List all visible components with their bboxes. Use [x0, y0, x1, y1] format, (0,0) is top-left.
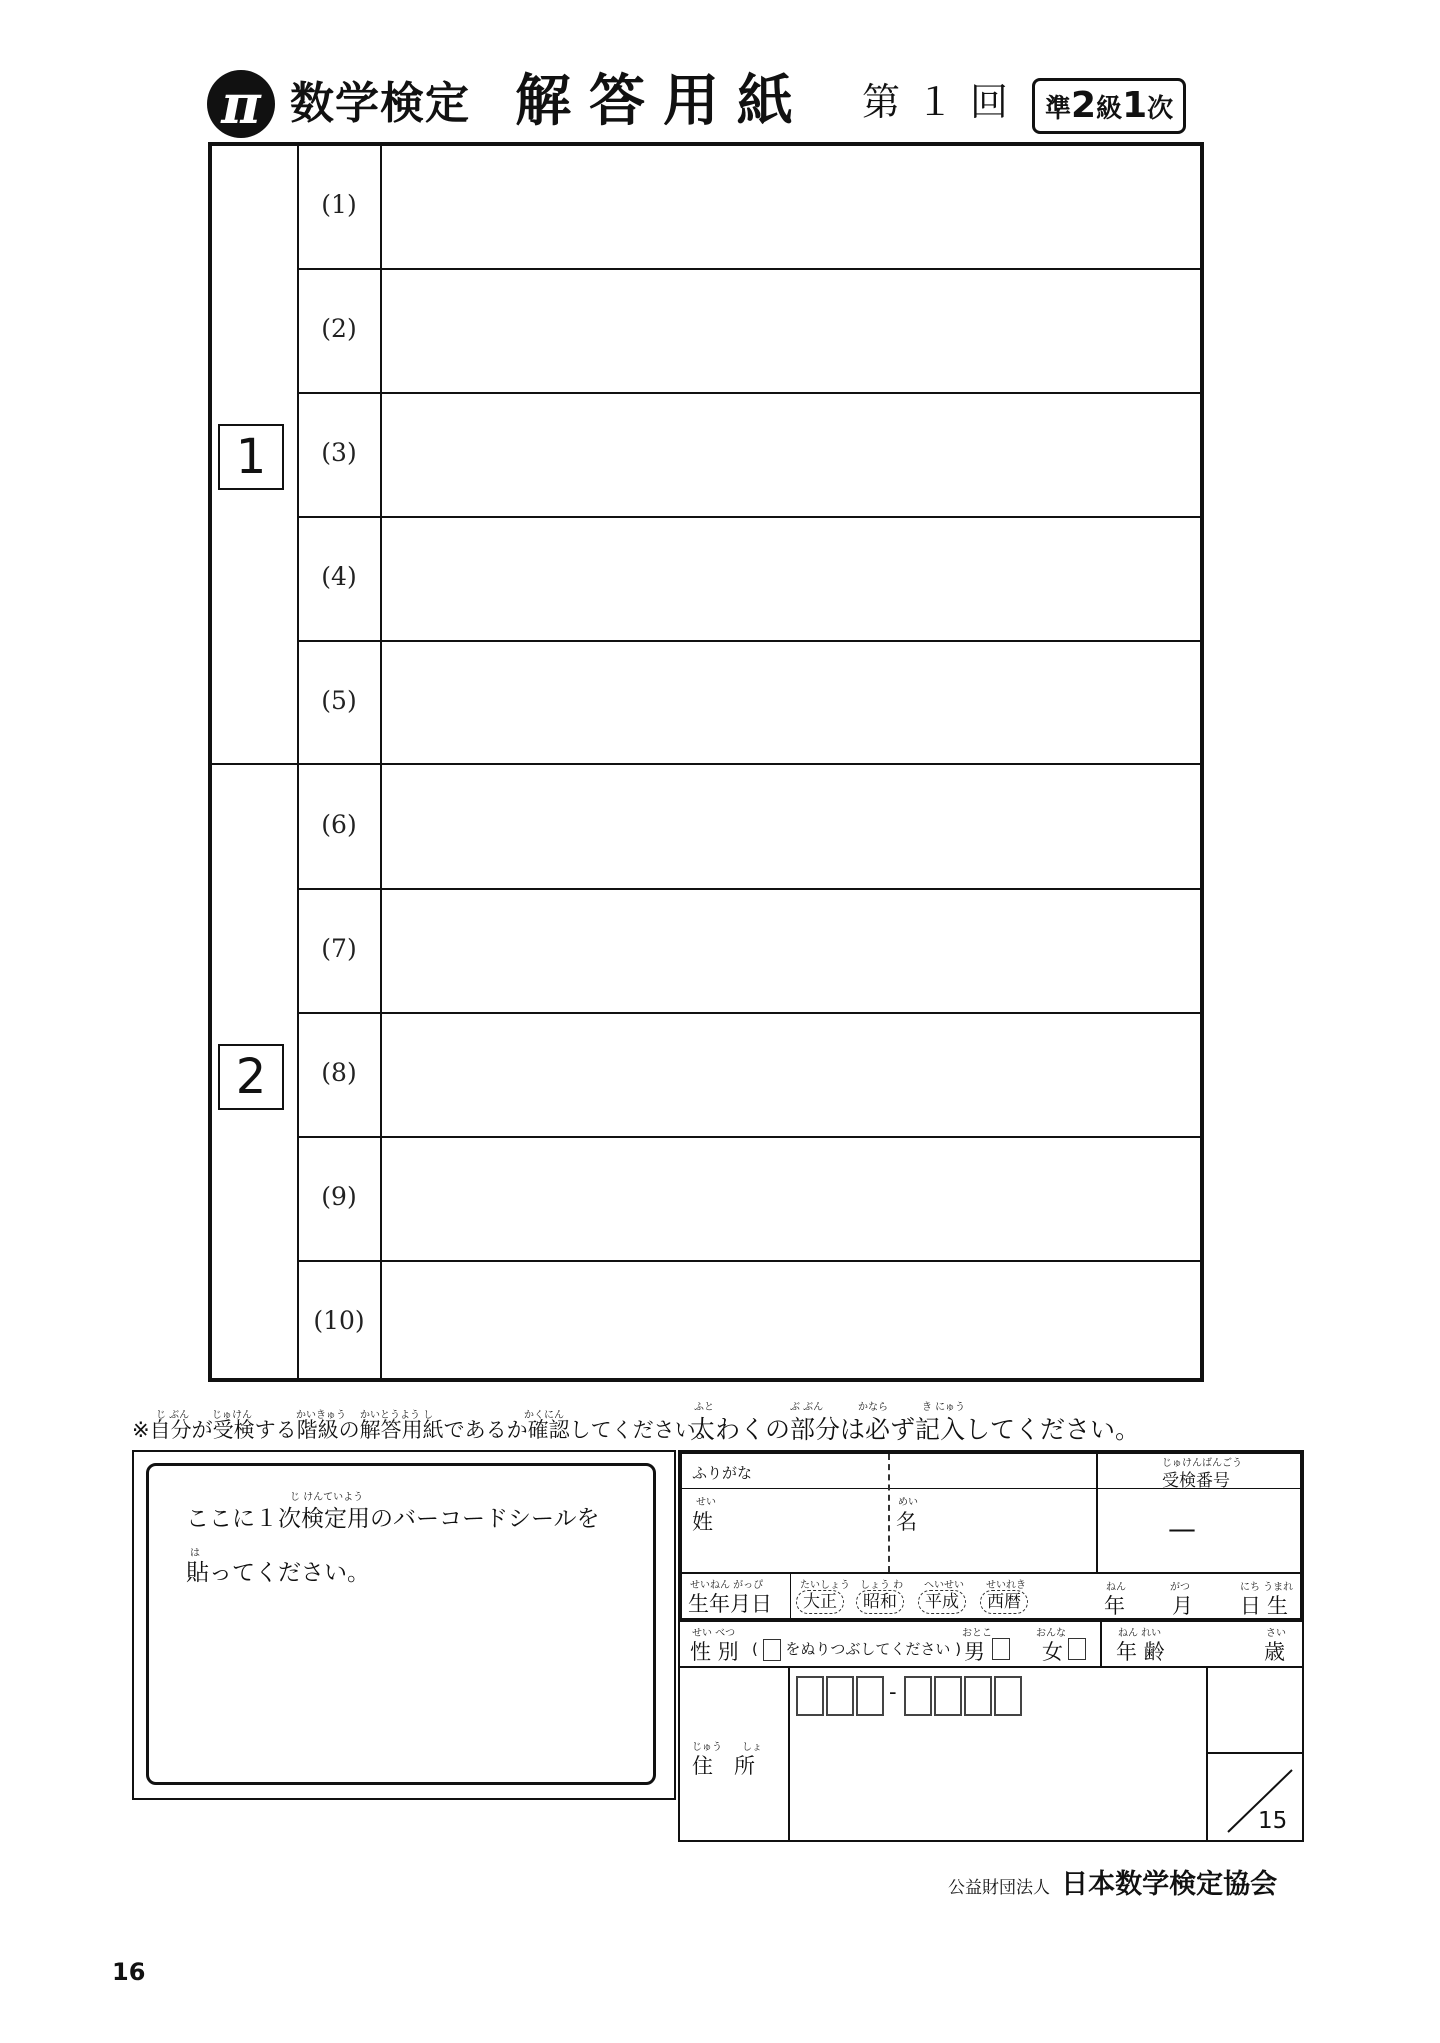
notice-ruby: ぶ ぶん	[790, 1402, 824, 1413]
exam-no-dash: —	[1168, 1512, 1196, 1545]
name-divider	[888, 1454, 890, 1572]
birth-year-field[interactable]	[1050, 1588, 1104, 1616]
givenname-ruby: めい	[898, 1497, 918, 1508]
notice-ruby: ふと	[694, 1402, 714, 1413]
era-heisei-option[interactable]: 平成	[918, 1590, 966, 1614]
answer-field-2[interactable]	[383, 270, 1200, 390]
page-title: 解答用紙	[515, 69, 811, 134]
question-number: (1)	[321, 190, 357, 219]
month-ruby: がつ	[1170, 1582, 1190, 1593]
brand-name: 数学検定	[290, 78, 470, 129]
answer-field-7[interactable]	[383, 890, 1200, 1010]
score-slash-icon	[1208, 1754, 1302, 1840]
male-checkbox[interactable]	[992, 1638, 1010, 1660]
male-label: 男	[964, 1640, 985, 1664]
organization-prefix: 公益財団法人	[948, 1878, 1050, 1898]
answer-field-1[interactable]	[383, 146, 1200, 266]
answer-field-4[interactable]	[383, 518, 1200, 638]
birth-day-field[interactable]	[1200, 1588, 1236, 1616]
era-ruby: たいしょう	[800, 1580, 850, 1591]
section-divider	[210, 763, 1202, 765]
answer-field-6[interactable]	[383, 766, 1200, 886]
notice-ruby: かいきゅう	[296, 1410, 346, 1421]
zip-digit-box[interactable]	[826, 1676, 854, 1716]
age-field[interactable]	[1176, 1630, 1256, 1662]
question-number: (2)	[321, 314, 357, 343]
female-label: 女	[1042, 1640, 1063, 1664]
era-showa-option[interactable]: 昭和	[856, 1590, 904, 1614]
surname-label: 姓	[692, 1510, 713, 1534]
era-ruby: しょう わ	[860, 1580, 904, 1591]
page-number: 16	[112, 1958, 146, 1986]
female-checkbox[interactable]	[1068, 1638, 1086, 1660]
surname-field[interactable]	[690, 1489, 886, 1571]
answer-field-9[interactable]	[383, 1138, 1200, 1258]
sex-row-bottom	[680, 1666, 1302, 1668]
grade-badge: 準2級1次	[1032, 78, 1186, 134]
score-total: 15	[1258, 1808, 1288, 1834]
question-number: (6)	[321, 810, 357, 839]
era-taisho-option[interactable]: 大正	[796, 1590, 844, 1614]
zip-digit-box[interactable]	[856, 1676, 884, 1716]
organization-name: 日本数学検定協会	[1061, 1869, 1278, 1900]
sex-instruction: ( をぬりつぶしてください )	[752, 1638, 961, 1661]
question-number: (7)	[321, 934, 357, 963]
name-row-bottom	[680, 1572, 1302, 1574]
barcode-ruby: じ けんていよう	[290, 1492, 364, 1503]
givenname-label: 名	[896, 1510, 917, 1534]
notice-ruby: じ ぶん	[156, 1410, 190, 1421]
sex-label: 性 別	[690, 1640, 739, 1664]
exam-no-ruby: じゅけんばんごう	[1162, 1458, 1242, 1469]
question-number: (9)	[321, 1182, 357, 1211]
question-number: (4)	[321, 562, 357, 591]
surname-ruby: せい	[696, 1497, 716, 1508]
organization	[948, 1862, 1277, 1901]
birth-label: 生年月日	[688, 1592, 772, 1616]
round-label: 第１回	[862, 80, 1025, 124]
month-label: 月	[1172, 1594, 1193, 1618]
female-ruby: おんな	[1036, 1628, 1066, 1639]
section-label-1: 1	[218, 424, 284, 490]
era-ruby: へいせい	[924, 1580, 964, 1591]
logo-pi-icon: π	[207, 70, 275, 138]
section-label-2: 2	[218, 1044, 284, 1110]
notice-check-grade: ※自分が受検する階級の解答用紙であるか確認してください。	[132, 1418, 717, 1442]
notice-ruby: かいとうよう し	[360, 1410, 434, 1421]
givenname-field[interactable]	[892, 1489, 1092, 1571]
era-ruby: せいれき	[986, 1580, 1026, 1591]
notice-ruby: かくにん	[524, 1410, 564, 1421]
birth-ruby: せいねん がっぴ	[690, 1580, 764, 1591]
furigana-label: ふりがな	[692, 1464, 753, 1482]
question-number: (5)	[321, 686, 357, 715]
exam-no-field[interactable]	[1100, 1490, 1300, 1570]
day-label: 日生	[1240, 1594, 1294, 1618]
notice-ruby: じゅけん	[212, 1410, 252, 1421]
zip-dash: -	[889, 1680, 897, 1704]
birth-divider	[790, 1574, 791, 1620]
sex-ruby: せい べつ	[692, 1628, 736, 1639]
address-field[interactable]	[794, 1720, 1202, 1836]
age-unit: 歳	[1264, 1640, 1285, 1664]
day-ruby: にち うまれ	[1240, 1582, 1294, 1593]
zip-digit-box[interactable]	[964, 1676, 992, 1716]
exam-no-label: 受検番号	[1162, 1471, 1230, 1491]
answer-field-3[interactable]	[383, 394, 1200, 514]
barcode-instruction-line2: 貼ってください。	[186, 1560, 370, 1586]
age-ruby: ねん れい	[1118, 1628, 1162, 1639]
address-ruby: じゅう しょ	[692, 1742, 762, 1753]
age-label: 年 齢	[1116, 1640, 1165, 1664]
address-label: 住 所	[692, 1754, 755, 1778]
zip-digit-box[interactable]	[934, 1676, 962, 1716]
zip-digit-box[interactable]	[796, 1676, 824, 1716]
zip-digit-box[interactable]	[994, 1676, 1022, 1716]
fill-sample-icon	[763, 1639, 781, 1661]
age-divider	[1100, 1622, 1102, 1666]
zip-digit-box[interactable]	[904, 1676, 932, 1716]
notice-ruby: き にゅう	[922, 1402, 965, 1413]
question-number: (10)	[313, 1306, 365, 1335]
answer-field-8[interactable]	[383, 1014, 1200, 1134]
question-number: (3)	[321, 438, 357, 467]
year-ruby: ねん	[1106, 1582, 1126, 1593]
question-column-divider	[380, 144, 382, 1380]
question-number: (8)	[321, 1058, 357, 1087]
year-label: 年	[1104, 1594, 1125, 1618]
era-seireki-option[interactable]: 西暦	[980, 1590, 1028, 1614]
barcode-ruby: は	[190, 1548, 200, 1559]
male-ruby: おとこ	[962, 1628, 992, 1639]
score-field	[1208, 1670, 1302, 1750]
age-unit-ruby: さい	[1266, 1628, 1286, 1639]
answer-field-5[interactable]	[383, 642, 1200, 762]
notice-ruby: かなら	[858, 1402, 888, 1413]
answer-field-10[interactable]	[383, 1262, 1200, 1378]
notice-fill-required: 太わくの部分は必ず記入してください。	[690, 1415, 1141, 1444]
address-label-divider	[788, 1668, 790, 1840]
barcode-instruction-line1: ここに１次検定用のバーコードシールを	[186, 1506, 600, 1532]
exam-no-divider	[1096, 1454, 1098, 1572]
